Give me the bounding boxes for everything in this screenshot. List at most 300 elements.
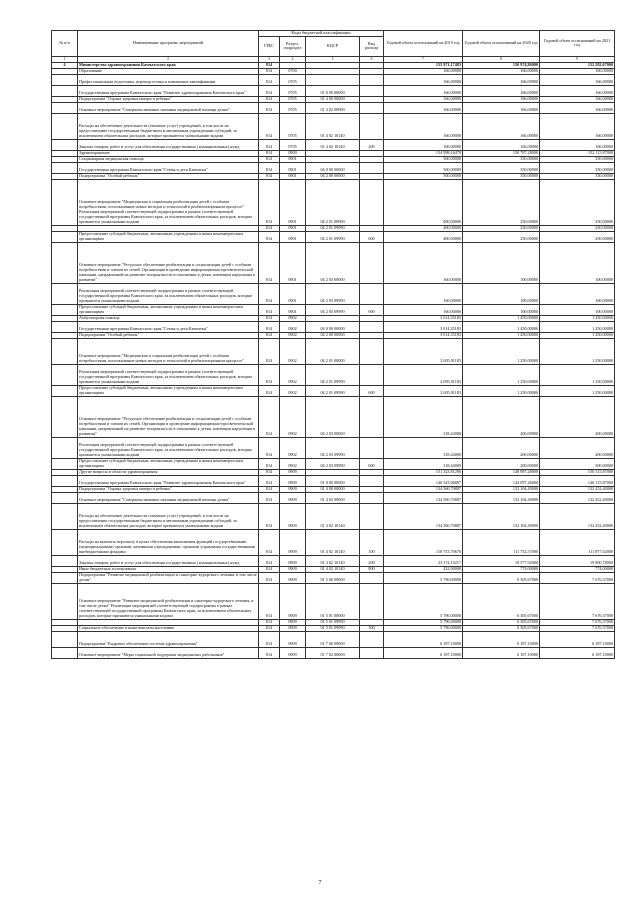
- row-rz: 0700: [280, 68, 306, 74]
- row-index: [52, 572, 78, 583]
- row-csr: 01 5 00 00000: [306, 572, 360, 583]
- row-amount-2021: 7 676,37000: [540, 572, 615, 583]
- header-2021: Годовой объем ассигнований на 2021 год: [540, 31, 615, 57]
- row-name: Предоставление субсидий бюджетным, автономным учреждениям и иным некоммерческим организациям: [78, 385, 259, 396]
- row-grbs: 814: [259, 475, 280, 486]
- row-rz: 0902: [280, 321, 306, 332]
- row-csr: 04 2 01 00000: [306, 179, 360, 225]
- row-name: Основное мероприятие "Ресурсное обеспечение реабилитации и социализации детей с особыми потребностями и членов их семей. Организация и проведение информационно-просветительской кампании, направленной на развитие толерантности в отношении к детям, имеющим нарушения в развитии": [78, 242, 259, 283]
- row-amount-2020: 6 187,10000: [463, 647, 540, 658]
- row-amount-2019: 6 187,10000: [384, 631, 463, 647]
- row-amount-2020: 150 974,86000: [463, 62, 540, 68]
- row-name: Основное мероприятие "Медицинская и социальная реабилитация детей с особыми потребностями, использование новых методов и технологий в реабилитационном процессе" Реализация мероприятий соответствующей подпрограммы в рамках соответствующей государственной программы Камчатского края, за исключением обязательных расходов, которые признаются уникальными кодами: [78, 179, 259, 225]
- row-name: Реализация мероприятий соответствующей подпрограммы в рамках соответствующей государственной программы Камчатского края, за исключением обязательных расходов, которые признаются уникальными кодами: [78, 364, 259, 385]
- row-amount-2021: 132 452,40000: [540, 492, 615, 503]
- row-index: [52, 321, 78, 332]
- row-amount-2020: 774,00000: [463, 566, 540, 572]
- row-rz: 0902: [280, 364, 306, 385]
- row-name: Основное мероприятие "Меры социальной поддержки медицинских работников": [78, 647, 259, 658]
- row-csr: 01 4 00 00000: [306, 486, 360, 492]
- row-name: Иные бюджетные ассигнования: [78, 566, 259, 572]
- row-vr: [360, 321, 384, 332]
- row-csr: 04 2 03 09990: [306, 304, 360, 315]
- row-rz: 0902: [280, 396, 306, 437]
- row-amount-2019: 400,00000: [384, 179, 463, 225]
- row-amount-2021: 111 877,62000: [540, 529, 615, 555]
- row-index: [52, 396, 78, 437]
- row-grbs: 814: [259, 583, 280, 619]
- header-csr: КЦСР: [306, 36, 360, 56]
- row-amount-2019: 134 560,70887: [384, 503, 463, 529]
- row-rz: 0909: [280, 625, 306, 631]
- table-row: [52, 162, 615, 173]
- row-amount-2019: 166,00000: [384, 74, 463, 85]
- header-grbs: ГРБС: [259, 36, 280, 56]
- row-amount-2021: 152 292,67000: [540, 62, 615, 68]
- row-index: [52, 492, 78, 503]
- row-vr: [360, 113, 384, 139]
- row-amount-2019: 400,00000: [384, 225, 463, 231]
- table-row: [52, 74, 615, 85]
- header-name: Наименование программ, мероприятий: [78, 31, 259, 57]
- table-row: [52, 332, 615, 338]
- table-row: [52, 304, 615, 315]
- row-index: [52, 179, 78, 225]
- row-amount-2021: 146 315,87000: [540, 475, 615, 486]
- row-amount-2020: 166,00000: [463, 68, 540, 74]
- table-row: [52, 396, 615, 437]
- row-csr: 01 4 02 10140: [306, 139, 360, 150]
- row-name: Стационарная медицинская помощь: [78, 156, 259, 162]
- row-index: [52, 458, 78, 469]
- row-csr: 04 2 01 09990: [306, 364, 360, 385]
- row-rz: 0902: [280, 338, 306, 364]
- row-rz: 0705: [280, 139, 306, 150]
- row-amount-2020: 166,00000: [463, 74, 540, 85]
- row-name: Предоставление субсидий бюджетным, автономным учреждениям и иным некоммерческим организациям: [78, 304, 259, 315]
- row-csr: 04 2 03 09990: [306, 283, 360, 304]
- row-name: Основное мероприятие "Совершенствование оказания медицинской помощи детям": [78, 492, 259, 503]
- row-amount-2020: 100,00000: [463, 304, 540, 315]
- row-vr: [360, 364, 384, 385]
- row-index: [52, 583, 78, 619]
- row-amount-2019: 166,00000: [384, 139, 463, 150]
- table-row: [52, 555, 615, 566]
- row-index: [52, 631, 78, 647]
- row-csr: 01 5 01 00000: [306, 583, 360, 619]
- row-grbs: 814: [259, 492, 280, 503]
- row-amount-2019: 400,00000: [384, 231, 463, 242]
- row-amount-2020: 166,00000: [463, 102, 540, 113]
- row-grbs: 814: [259, 332, 280, 338]
- table-row: [52, 385, 615, 396]
- row-amount-2019: 318,44000: [384, 458, 463, 469]
- column-number: 7: [384, 56, 463, 62]
- row-amount-2019: 318,44000: [384, 437, 463, 458]
- row-grbs: 814: [259, 396, 280, 437]
- column-number: 9: [540, 56, 615, 62]
- row-amount-2019: 160,00000: [384, 304, 463, 315]
- table-row: [52, 102, 615, 113]
- row-amount-2021: 1 450,00000: [540, 321, 615, 332]
- table-body: [52, 62, 615, 658]
- row-grbs: 814: [259, 338, 280, 364]
- row-vr: 600: [360, 304, 384, 315]
- table-row: [52, 96, 615, 102]
- row-amount-2020: 150 787,28000: [463, 150, 540, 156]
- row-index: [52, 113, 78, 139]
- row-amount-2019: 6 187,10000: [384, 647, 463, 658]
- table-row: [52, 85, 615, 96]
- row-rz: 0901: [280, 231, 306, 242]
- row-name: Подпрограмма "Охрана здоровья матери и ребенка": [78, 486, 259, 492]
- row-amount-2020: 148 987,28000: [463, 469, 540, 475]
- row-amount-2019: 2 695,91183: [384, 385, 463, 396]
- table-row: [52, 583, 615, 619]
- row-amount-2019: 560,00000: [384, 162, 463, 173]
- table-row: [52, 242, 615, 283]
- row-amount-2019: 5 796,00000: [384, 572, 463, 583]
- row-vr: [360, 396, 384, 437]
- row-grbs: 814: [259, 321, 280, 332]
- row-grbs: 814: [259, 572, 280, 583]
- row-amount-2019: 2 695,91183: [384, 364, 463, 385]
- row-name: Государственная программа Камчатского края "Развитие здравоохранения Камчатского края": [78, 85, 259, 96]
- row-index: [52, 555, 78, 566]
- row-name: Расходы на обеспечение деятельности (оказание услуг) учреждений, в том числе на предоставление государственным бюджетным и автономным учреждениям субсидий, за исключением обязательных расходов, которые признаются уникальными кодами: [78, 113, 259, 139]
- column-number: 3: [259, 56, 280, 62]
- row-amount-2020: 250,00000: [463, 225, 540, 231]
- row-amount-2020: 166,00000: [463, 139, 540, 150]
- row-rz: 0900: [280, 150, 306, 156]
- row-amount-2021: 200,00000: [540, 396, 615, 437]
- row-amount-2020: 200,00000: [463, 437, 540, 458]
- row-amount-2019: 318,44000: [384, 396, 463, 437]
- row-rz: 0909: [280, 631, 306, 647]
- row-amount-2020: 166,00000: [463, 96, 540, 102]
- row-amount-2020: 166,00000: [463, 113, 540, 139]
- row-grbs: 814: [259, 74, 280, 85]
- header-codes-group: Коды бюджетной классификации: [259, 31, 384, 37]
- row-name: Подпрограмма "Кадровое обеспечение системы здравоохранения": [78, 631, 259, 647]
- row-name: Государственная программа Камчатского края "Семья и дети Камчатки": [78, 321, 259, 332]
- row-index: [52, 338, 78, 364]
- row-grbs: 814: [259, 647, 280, 658]
- row-grbs: 814: [259, 529, 280, 555]
- row-amount-2020: 144 097,26000: [463, 475, 540, 486]
- table-row: [52, 503, 615, 529]
- row-vr: [360, 503, 384, 529]
- header-vr: Вид расхода: [360, 36, 384, 56]
- row-name: Образование: [78, 68, 259, 74]
- row-index: [52, 385, 78, 396]
- row-name: Основное мероприятие "Развитие медицинской реабилитации и санаторно-курортного лечения, в том числе детям" Реализация мероприятий соответствующей подпрограммы в рамках соответствующей государственной программы Камчатского края, за исключением обязательных расходов, которые признаются уникальными кодами: [78, 583, 259, 619]
- row-csr: 04 2 00 00000: [306, 332, 360, 338]
- row-csr: 01 7 02 00000: [306, 647, 360, 658]
- row-grbs: 814: [259, 242, 280, 283]
- row-amount-2020: 100,00000: [463, 242, 540, 283]
- row-amount-2019: 166,00000: [384, 113, 463, 139]
- row-csr: 01 5 01 09990: [306, 619, 360, 625]
- row-grbs: 814: [259, 364, 280, 385]
- row-amount-2019: 160,00000: [384, 242, 463, 283]
- row-name: Подпрограмма "Охрана здоровья матери и ребенка": [78, 96, 259, 102]
- row-amount-2019: 110 753,70670: [384, 529, 463, 555]
- row-amount-2021: 166,00000: [540, 139, 615, 150]
- row-rz: 0909: [280, 583, 306, 619]
- row-amount-2020: 6 305,67000: [463, 619, 540, 625]
- row-index: [52, 231, 78, 242]
- row-amount-2021: 1 250,00000: [540, 385, 615, 396]
- row-vr: [360, 437, 384, 458]
- row-amount-2021: 1 450,00000: [540, 315, 615, 321]
- row-name: Основное мероприятие "Совершенствование оказания медицинской помощи детям": [78, 102, 259, 113]
- row-index: [52, 529, 78, 555]
- row-grbs: 814: [259, 150, 280, 156]
- row-csr: 04 0 00 00000: [306, 321, 360, 332]
- row-index: [52, 162, 78, 173]
- row-name: Основное мероприятие "Медицинская и социальная реабилитация детей с особыми потребностями, использование новых методов и технологий в реабилитационном процессе": [78, 338, 259, 364]
- row-amount-2021: 200,00000: [540, 437, 615, 458]
- row-amount-2019: 5 796,00000: [384, 625, 463, 631]
- row-amount-2021: 774,00000: [540, 566, 615, 572]
- row-amount-2021: 100,00000: [540, 283, 615, 304]
- row-csr: 04 2 01 00000: [306, 338, 360, 364]
- row-amount-2019: 160,00000: [384, 283, 463, 304]
- row-grbs: 814: [259, 96, 280, 102]
- row-vr: 600: [360, 458, 384, 469]
- row-csr: 01 4 00 00000: [306, 96, 360, 102]
- row-index: 4: [52, 62, 78, 68]
- row-amount-2019: 432,90000: [384, 566, 463, 572]
- table-row: [52, 231, 615, 242]
- row-grbs: 814: [259, 139, 280, 150]
- table-row: [52, 139, 615, 150]
- row-amount-2021: 1 250,00000: [540, 364, 615, 385]
- row-csr: 01 7 00 00000: [306, 631, 360, 647]
- header-2020: Годовой объем ассигнований на 2020 год: [463, 31, 540, 57]
- row-amount-2020: 132 104,49000: [463, 492, 540, 503]
- row-amount-2020: 1 450,00000: [463, 315, 540, 321]
- row-index: [52, 139, 78, 150]
- row-grbs: 814: [259, 437, 280, 458]
- row-rz: 0902: [280, 458, 306, 469]
- row-grbs: 814: [259, 469, 280, 475]
- header-rz: Раздел, подраздел: [280, 36, 306, 56]
- row-amount-2019: 5 796,00000: [384, 619, 463, 625]
- row-vr: [360, 631, 384, 647]
- row-rz: 0909: [280, 475, 306, 486]
- row-vr: [360, 338, 384, 364]
- row-name: Государственная программа Камчатского края "Семья и дети Камчатки": [78, 162, 259, 173]
- row-amount-2019: 23 374,10217: [384, 555, 463, 566]
- row-rz: 0705: [280, 96, 306, 102]
- row-name: Здравоохранение: [78, 150, 259, 156]
- row-amount-2020: 1 250,00000: [463, 364, 540, 385]
- row-amount-2020: 19 577,92000: [463, 555, 540, 566]
- row-amount-2020: 350,00000: [463, 162, 540, 173]
- row-csr: [306, 74, 360, 85]
- row-csr: 01 4 02 10140: [306, 113, 360, 139]
- table-row: [52, 529, 615, 555]
- page-number: 7: [318, 880, 322, 886]
- row-amount-2020: 250,00000: [463, 179, 540, 225]
- row-name: Расходы на выплаты персоналу в целях обеспечения выполнения функций государственными (муниципальными) органами, казенными учреждениями, органами управления государственными внебюджетными фондами: [78, 529, 259, 555]
- row-name: Закупка товаров, работ и услуг для обеспечения государственных (муниципальных) нужд: [78, 139, 259, 150]
- row-amount-2021: 250,00000: [540, 231, 615, 242]
- row-amount-2019: 154 998,16479: [384, 150, 463, 156]
- row-amount-2021: 100,00000: [540, 242, 615, 283]
- row-grbs: 814: [259, 566, 280, 572]
- row-vr: [360, 283, 384, 304]
- row-amount-2020: 166,00000: [463, 85, 540, 96]
- row-rz: 0909: [280, 486, 306, 492]
- row-amount-2019: 134 560,70887: [384, 492, 463, 503]
- table-row: [52, 338, 615, 364]
- row-index: [52, 647, 78, 658]
- row-amount-2019: 560,00000: [384, 156, 463, 162]
- row-amount-2020: 132 104,49000: [463, 486, 540, 492]
- row-grbs: 814: [259, 85, 280, 96]
- row-amount-2020: 6 305,67000: [463, 572, 540, 583]
- row-amount-2019: 166,00000: [384, 102, 463, 113]
- row-csr: 04 2 01 09990: [306, 231, 360, 242]
- row-amount-2021: 166,00000: [540, 68, 615, 74]
- row-amount-2019: 146 543,96887: [384, 475, 463, 486]
- row-amount-2021: 152 115,87000: [540, 150, 615, 156]
- table-row: [52, 625, 615, 631]
- row-amount-2020: 1 250,00000: [463, 338, 540, 364]
- row-amount-2020: 350,00000: [463, 156, 540, 162]
- row-csr: 04 2 03 00000: [306, 396, 360, 437]
- row-amount-2020: 1 450,00000: [463, 332, 540, 338]
- row-rz: 0902: [280, 315, 306, 321]
- row-amount-2019: 151 323,81296: [384, 469, 463, 475]
- row-csr: 04 2 03 00000: [306, 242, 360, 283]
- row-rz: 0909: [280, 619, 306, 625]
- row-amount-2019: 166,00000: [384, 96, 463, 102]
- row-grbs: 814: [259, 231, 280, 242]
- row-grbs: 814: [259, 162, 280, 173]
- row-csr: 01 4 02 00000: [306, 102, 360, 113]
- row-rz: 0902: [280, 332, 306, 338]
- row-grbs: 814: [259, 625, 280, 631]
- header-2019: Годовой объем ассигнований на 2019 год: [384, 31, 463, 57]
- row-amount-2020: 1 250,00000: [463, 385, 540, 396]
- row-index: [52, 85, 78, 96]
- row-amount-2019: 3 014,35183: [384, 321, 463, 332]
- table-row: [52, 631, 615, 647]
- row-index: [52, 503, 78, 529]
- row-name: Социальное обеспечение и иные выплаты населению: [78, 625, 259, 631]
- row-vr: 200: [360, 139, 384, 150]
- row-amount-2021: 7 676,37000: [540, 625, 615, 631]
- row-name: Подпрограмма "Развитие медицинской реабилитации и санаторно-курортного лечения, в том числе детям": [79, 572, 257, 582]
- table-row: [52, 364, 615, 385]
- row-vr: 800: [360, 566, 384, 572]
- row-name: Государственная программа Камчатского края "Развитие здравоохранения Камчатского края": [78, 475, 259, 486]
- row-rz: 0901: [280, 179, 306, 225]
- table-row: [52, 647, 615, 658]
- table-row: [52, 283, 615, 304]
- row-vr: 200: [360, 555, 384, 566]
- row-vr: [360, 102, 384, 113]
- row-grbs: 814: [259, 173, 280, 179]
- row-amount-2021: 1 450,00000: [540, 332, 615, 338]
- row-amount-2021: 350,00000: [540, 162, 615, 173]
- table-row: [52, 179, 615, 225]
- row-rz: 0909: [280, 647, 306, 658]
- row-grbs: 814: [259, 315, 280, 321]
- row-name: Основное мероприятие "Ресурсное обеспечение реабилитации и социализации детей с особыми потребностями и членов их семей. Организация и проведение информационно-просветительской кампании, направленной на развитие толерантности в отношении к детям, имеющим нарушения в развитии": [78, 396, 259, 437]
- row-amount-2020: 6 187,10000: [463, 631, 540, 647]
- row-rz: 0909: [280, 529, 306, 555]
- row-amount-2021: 350,00000: [540, 156, 615, 162]
- row-name: Подпрограмма "Особый ребенок": [78, 332, 259, 338]
- row-amount-2021: 200,00000: [540, 458, 615, 469]
- row-vr: 300: [360, 625, 384, 631]
- row-amount-2020: 350,00000: [463, 173, 540, 179]
- row-amount-2021: 250,00000: [540, 225, 615, 231]
- row-amount-2019: 3 014,35183: [384, 315, 463, 321]
- table-row: [52, 458, 615, 469]
- row-amount-2021: 7 676,37000: [540, 619, 615, 625]
- row-index: [52, 102, 78, 113]
- row-csr: 01 4 02 00000: [306, 492, 360, 503]
- row-csr: 04 2 00 00000: [306, 173, 360, 179]
- row-amount-2020: 132 104,49000: [463, 503, 540, 529]
- row-amount-2019: 2 695,91183: [384, 338, 463, 364]
- row-csr: 01 4 02 10140: [306, 555, 360, 566]
- row-vr: [360, 572, 384, 583]
- row-amount-2021: 166,00000: [540, 85, 615, 96]
- row-rz: 0909: [280, 492, 306, 503]
- row-grbs: 814: [259, 486, 280, 492]
- row-name: Министерство здравоохранения Камчатского края: [78, 62, 259, 68]
- row-csr: 01 5 01 09990: [306, 625, 360, 631]
- row-amount-2019: 166,00000: [384, 85, 463, 96]
- table-row: [52, 113, 615, 139]
- row-grbs: 814: [259, 179, 280, 225]
- row-vr: [360, 583, 384, 619]
- row-amount-2021: 132 452,40000: [540, 486, 615, 492]
- row-amount-2019: 166,00000: [384, 68, 463, 74]
- row-csr: 01 0 00 00000: [306, 85, 360, 96]
- row-index: [52, 283, 78, 304]
- row-amount-2020: 200,00000: [463, 396, 540, 437]
- table-row: [52, 475, 615, 486]
- table-row: [52, 492, 615, 503]
- row-vr: [360, 162, 384, 173]
- row-rz: 0705: [280, 102, 306, 113]
- row-vr: [360, 242, 384, 283]
- row-grbs: 814: [259, 225, 280, 231]
- row-amount-2019: 560,00000: [384, 173, 463, 179]
- row-csr: 01 4 02 10140: [306, 529, 360, 555]
- row-rz: 0901: [280, 225, 306, 231]
- row-rz: 0901: [280, 162, 306, 173]
- row-csr: 04 2 01 09990: [306, 385, 360, 396]
- table-row: [52, 437, 615, 458]
- row-amount-2021: 166,00000: [540, 96, 615, 102]
- row-amount-2021: 166,00000: [540, 113, 615, 139]
- row-grbs: 814: [259, 503, 280, 529]
- row-rz: 0902: [280, 385, 306, 396]
- row-amount-2021: 19 800,78000: [540, 555, 615, 566]
- row-name: Предоставление субсидий бюджетным, автономным учреждениям и иным некоммерческим организациям: [78, 231, 259, 242]
- row-amount-2021: 132 452,40000: [540, 503, 615, 529]
- row-amount-2021: 350,00000: [540, 173, 615, 179]
